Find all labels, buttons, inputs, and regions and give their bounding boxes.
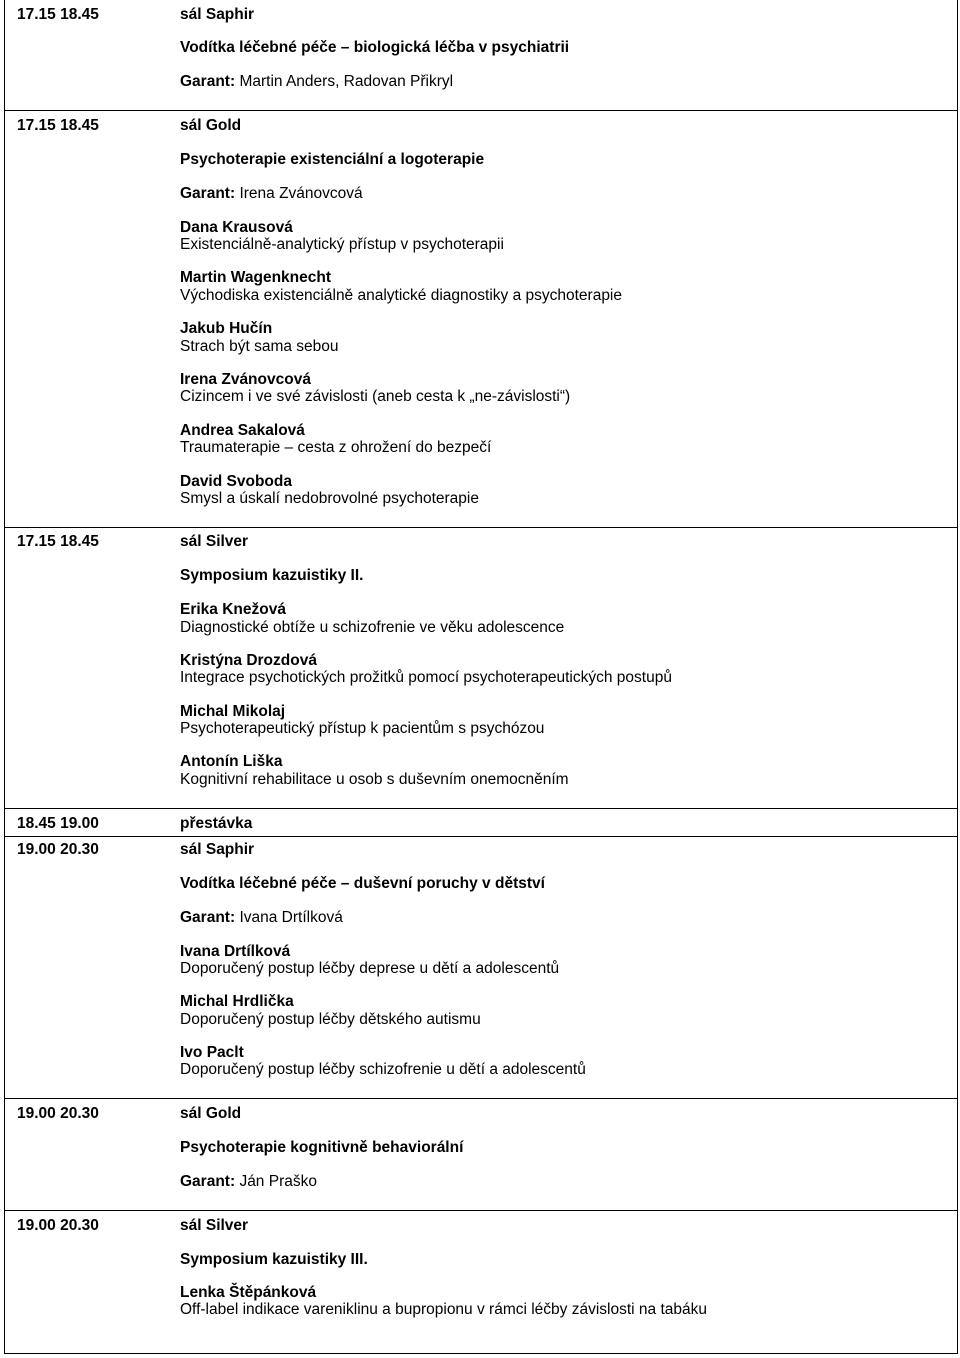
garant-name: Ivana Drtílková bbox=[239, 909, 343, 926]
talk-speaker: Erika Knežová bbox=[180, 601, 286, 618]
session-room: sál Saphir bbox=[180, 841, 255, 858]
session-garant bbox=[180, 73, 453, 91]
divider bbox=[4, 110, 958, 111]
talk-speaker: Martin Wagenknecht bbox=[180, 269, 331, 286]
session-title: Psychoterapie existenciální a logoterapie bbox=[180, 151, 485, 168]
session-time: 18.45 19.00 bbox=[17, 815, 99, 832]
talk-title: Off-label indikace vareniklinu a bupropionu v rámci léčby závislosti na tabáku bbox=[180, 1301, 707, 1318]
session-title: Psychoterapie kognitivně behaviorální bbox=[180, 1139, 464, 1156]
session-room: sál Saphir bbox=[180, 6, 255, 23]
talk-title: Východiska existenciálně analytické diagnostiky a psychoterapie bbox=[180, 287, 622, 304]
session-room: sál Gold bbox=[180, 117, 242, 134]
talk-speaker: Michal Mikolaj bbox=[180, 703, 286, 720]
session-time: 19.00 20.30 bbox=[17, 841, 99, 858]
session-room: sál Gold bbox=[180, 1105, 242, 1122]
talk-title: Kognitivní rehabilitace u osob s duševním onemocněním bbox=[180, 771, 569, 788]
session-title: Symposium kazuistiky II. bbox=[180, 567, 364, 584]
talk-speaker: Lenka Štěpánková bbox=[180, 1284, 317, 1301]
session-time: 17.15 18.45 bbox=[17, 6, 99, 23]
garant-name: Irena Zvánovcová bbox=[239, 185, 363, 202]
divider bbox=[4, 808, 958, 809]
session-garant bbox=[180, 1173, 317, 1191]
break-label: přestávka bbox=[180, 815, 253, 832]
divider bbox=[4, 1098, 958, 1099]
talk-speaker: Kristýna Drozdová bbox=[180, 652, 317, 669]
talk-speaker: Ivana Drtílková bbox=[180, 943, 291, 960]
session-room: sál Silver bbox=[180, 533, 249, 550]
talk-title: Doporučený postup léčby schizofrenie u dětí a adolescentů bbox=[180, 1061, 586, 1078]
garant-label: Garant: bbox=[180, 1173, 236, 1190]
talk-speaker: Antonín Liška bbox=[180, 753, 283, 770]
talk-speaker: Jakub Hučín bbox=[180, 320, 273, 337]
talk-title: Integrace psychotických prožitků pomocí psychoterapeutických postupů bbox=[180, 669, 672, 686]
talk-speaker: Michal Hrdlička bbox=[180, 993, 294, 1010]
garant-label: Garant: bbox=[180, 185, 236, 202]
session-time: 17.15 18.45 bbox=[17, 117, 99, 134]
session-title: Vodítka léčebné péče – biologická léčba v psychiatrii bbox=[180, 39, 570, 56]
talk-speaker: Irena Zvánovcová bbox=[180, 371, 311, 388]
talk-title: Diagnostické obtíže u schizofrenie ve věku adolescence bbox=[180, 619, 565, 636]
talk-title: Existenciálně-analytický přístup v psychoterapii bbox=[180, 236, 504, 253]
session-garant bbox=[180, 909, 343, 927]
talk-title: Doporučený postup léčby dětského autismu bbox=[180, 1011, 481, 1028]
divider bbox=[4, 1210, 958, 1211]
talk-title: Strach být sama sebou bbox=[180, 338, 339, 355]
garant-label: Garant: bbox=[180, 73, 236, 90]
garant-name: Ján Praško bbox=[239, 1173, 317, 1190]
talk-speaker: Ivo Paclt bbox=[180, 1044, 244, 1061]
talk-title: Cizincem i ve své závislosti (aneb cesta k „ne-závislosti“) bbox=[180, 388, 571, 405]
talk-title: Smysl a úskalí nedobrovolné psychoterapie bbox=[180, 490, 479, 507]
garant-name: Martin Anders, Radovan Přikryl bbox=[239, 73, 454, 90]
talk-speaker: Andrea Sakalová bbox=[180, 422, 305, 439]
garant-label: Garant: bbox=[180, 909, 236, 926]
session-title: Symposium kazuistiky III. bbox=[180, 1251, 368, 1268]
session-title: Vodítka léčebné péče – duševní poruchy v dětství bbox=[180, 875, 545, 892]
talk-title: Psychoterapeutický přístup k pacientům s psychózou bbox=[180, 720, 545, 737]
session-room: sál Silver bbox=[180, 1217, 249, 1234]
talk-title: Traumaterapie – cesta z ohrožení do bezpečí bbox=[180, 439, 492, 456]
talk-speaker: David Svoboda bbox=[180, 473, 292, 490]
session-time: 17.15 18.45 bbox=[17, 533, 99, 550]
talk-title: Doporučený postup léčby deprese u dětí a adolescentů bbox=[180, 960, 560, 977]
session-garant bbox=[180, 185, 363, 203]
session-time: 19.00 20.30 bbox=[17, 1217, 99, 1234]
divider bbox=[4, 527, 958, 528]
talk-speaker: Dana Krausová bbox=[180, 219, 293, 236]
session-time: 19.00 20.30 bbox=[17, 1105, 99, 1122]
divider bbox=[4, 836, 958, 837]
